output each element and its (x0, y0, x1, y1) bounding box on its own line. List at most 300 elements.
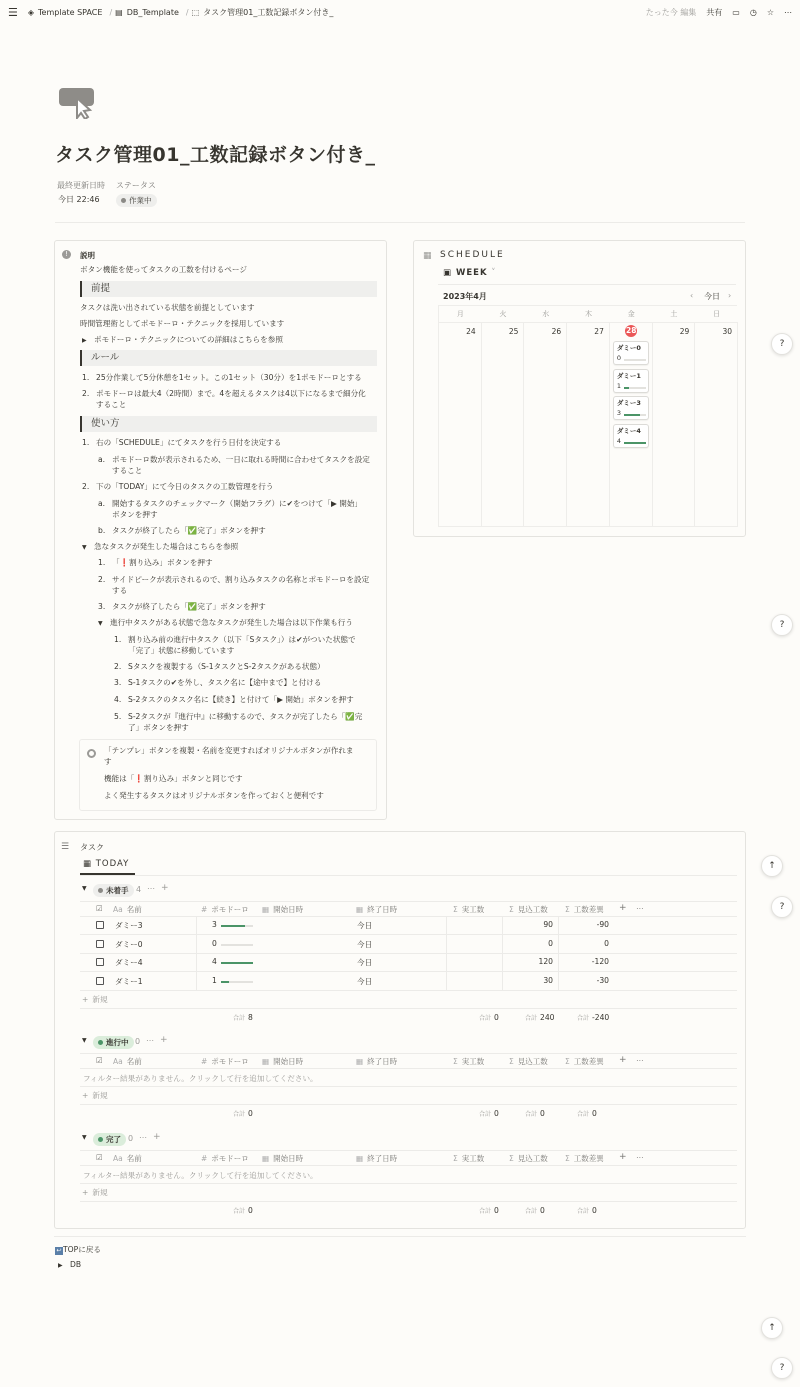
prev-week-icon[interactable]: ‹ (690, 291, 694, 300)
group-toggle-icon[interactable]: ▼ (82, 1134, 87, 1141)
top-link[interactable]: ↩TOPに戻る (56, 1245, 101, 1254)
toggle-pomodoro[interactable]: ▶ ポモドーロ・テクニックについての詳細はこちらを参照 (82, 335, 283, 344)
divider (438, 284, 736, 285)
sum-label: 合計 (577, 1015, 590, 1022)
calendar-icon: ▦ (423, 251, 432, 261)
table-row-divider (80, 953, 737, 954)
pomodoro-fill (624, 387, 630, 389)
more-icon[interactable]: ⋯ (146, 1036, 154, 1045)
today-date: 28 (625, 326, 637, 335)
toggle-down-icon: ▼ (82, 544, 87, 551)
usage-2: 2. 下の「TODAY」にて今日のタスクの工数管理を行う (82, 482, 274, 491)
calendar-view-icon: ▣ (443, 268, 456, 278)
checkbox-column-icon: ☑ (96, 1153, 103, 1162)
group-count: 0 (135, 1037, 141, 1046)
next-week-icon[interactable]: › (728, 291, 732, 300)
edited-status: たった今 編集 (645, 7, 697, 17)
weekday-label: 金 (627, 310, 635, 318)
pomodoro-value[interactable]: 0 (212, 938, 217, 948)
sum-diff (577, 1013, 609, 1022)
column-header[interactable] (113, 904, 142, 915)
expected-hours[interactable]: 0 (548, 938, 553, 948)
column-label: 工数差異 (573, 905, 604, 914)
status-label: 未着手 (106, 886, 129, 895)
sum-value: 0 (540, 1109, 545, 1118)
weekday-label: 月 (456, 310, 464, 318)
event-card[interactable] (613, 424, 649, 448)
end-date[interactable]: 今日 (357, 958, 373, 967)
prop-updated-label: 最終更新日時 (57, 181, 105, 190)
breadcrumb-separator: / (109, 7, 113, 17)
breadcrumb-separator: / (185, 7, 189, 17)
column-label: 名前 (126, 1154, 142, 1163)
toggle-db[interactable]: ▶ DB (58, 1260, 82, 1269)
column-header[interactable] (262, 1153, 303, 1164)
new-row-label: 新規 (92, 995, 108, 1004)
status-badge[interactable]: 作業中 (116, 194, 157, 207)
hours-diff[interactable]: -90 (596, 920, 609, 929)
column-header[interactable] (565, 1153, 604, 1164)
column-label: 終了日時 (367, 905, 398, 914)
column-type-icon: Σ (509, 1154, 514, 1163)
sum-pomodoro (233, 1109, 253, 1118)
column-type-icon: ▦ (356, 905, 364, 914)
status-pill (93, 884, 134, 897)
column-divider (196, 916, 197, 990)
sub-step-2: 2. Sタスクを複製する（S-1タスクとS-2タスクがある状態） (114, 662, 325, 671)
column-header[interactable] (201, 904, 249, 915)
tip-line-1: 「テンプレ」ボタンを複製・名前を変更すればオリジナルボタンが作れま (104, 746, 354, 755)
weekday-label: 木 (584, 310, 592, 318)
pomodoro-bar (221, 944, 253, 946)
event-pomodoro: 4 (616, 436, 621, 445)
star-icon[interactable]: ☆ (766, 7, 774, 17)
column-header[interactable] (356, 1153, 397, 1164)
toggle-right-icon: ▶ (82, 337, 87, 344)
pomodoro-value[interactable]: 4 (212, 957, 217, 966)
expected-hours[interactable]: 90 (543, 920, 553, 929)
breadcrumb-item-space[interactable]: ◈ Template SPACE (27, 7, 103, 17)
sub-step-5-cont: 了」ボタンを押す (128, 723, 189, 732)
text-premise-1: タスクは洗い出されている状態を前提としています (80, 303, 255, 312)
clock-icon[interactable]: ◷ (749, 7, 757, 17)
calendar-day-cell[interactable] (482, 323, 525, 527)
group-toggle-icon[interactable]: ▼ (82, 885, 87, 892)
pomodoro-bar (221, 981, 253, 983)
calendar-date: 29 (679, 327, 690, 336)
more-icon[interactable]: ⋯ (139, 1133, 147, 1142)
pomodoro-bar (221, 962, 253, 964)
layers-icon: ◈ (27, 7, 35, 17)
column-type-icon: ▦ (356, 1154, 364, 1163)
task-name[interactable]: ダミー0 (115, 939, 143, 949)
calendar-date: 24 (466, 327, 476, 336)
column-header[interactable] (565, 1056, 604, 1067)
sum-value: 8 (248, 1013, 253, 1022)
tip-icon (87, 749, 96, 758)
column-label: 開始日時 (273, 1154, 304, 1163)
task-name[interactable]: ダミー3 (115, 921, 143, 930)
usage-1a-cont: すること (112, 466, 143, 475)
column-type-icon: Σ (453, 905, 458, 914)
status-dot (98, 888, 103, 893)
column-type-icon: ▦ (262, 1057, 270, 1066)
toggle-down-icon: ▼ (98, 620, 103, 627)
sum-value: -240 (592, 1013, 610, 1022)
scroll-top-button[interactable]: ↑ (761, 1317, 783, 1339)
sub-step-1-cont: 「完了」状態に移動しています (128, 646, 235, 655)
checkbox-column-icon: ☑ (96, 1056, 103, 1065)
sum-actual (479, 1109, 499, 1118)
table-row-divider (80, 934, 737, 935)
pomodoro-fill (624, 414, 641, 416)
chevron-down-icon: ˅ (487, 268, 497, 278)
page-title: タスク管理01_工数記録ボタン付き_ (55, 144, 376, 166)
sum-actual (479, 1013, 499, 1022)
status-group-badge[interactable] (93, 884, 134, 897)
help-button[interactable]: ? (771, 333, 793, 355)
divider (80, 1165, 737, 1166)
list-icon: ☰ (61, 842, 70, 852)
usage-2b: b. タスクが終了したら「✅完了」ボタンを押す (98, 526, 266, 535)
sub-step-3: 3. S-1タスクの✔を外し、タスク名に【途中まで】と付ける (114, 678, 322, 687)
status-pill (93, 1133, 126, 1146)
sum-label: 合計 (479, 1015, 492, 1022)
weekday-label: 日 (713, 310, 721, 318)
divider (80, 901, 737, 902)
add-column-icon[interactable]: + (619, 1152, 627, 1162)
back-arrow-icon: ↩ (56, 1247, 62, 1254)
top-bar (0, 0, 800, 24)
calendar-date: 30 (722, 327, 732, 336)
menu-icon[interactable]: ☰ (8, 5, 18, 19)
toggle-inprogress[interactable]: ▼ 進行中タスクがある状態で急なタスクが発生した場合は以下作業も行う (98, 618, 353, 627)
urgent-1: 1. 「❗割り込み」ボタンを押す (98, 558, 213, 567)
add-icon[interactable]: + (160, 1035, 168, 1045)
new-row-label: 新規 (92, 1188, 108, 1197)
column-divider (558, 916, 559, 990)
column-label: 実工数 (461, 1057, 485, 1066)
sub-step-1: 1. 割り込み前の進行中タスク（以下「Sタスク」）は✔がついた状態で (114, 635, 356, 644)
more-icon[interactable]: ⋯ (784, 7, 792, 17)
column-label: 終了日時 (367, 1057, 398, 1066)
start-flag-checkbox[interactable] (96, 940, 104, 948)
column-header[interactable] (565, 904, 604, 915)
column-type-icon: Aa (113, 1154, 123, 1163)
more-icon[interactable]: ⋯ (636, 904, 644, 913)
column-header[interactable] (356, 1056, 397, 1067)
divider (80, 1104, 737, 1105)
column-header[interactable] (201, 1056, 249, 1067)
view-tab-today[interactable]: ▦ TODAY (83, 859, 130, 869)
weekday-label: 水 (542, 310, 550, 318)
new-row-label: 新規 (92, 1091, 108, 1100)
column-label: 見込工数 (517, 1154, 548, 1163)
sum-diff (577, 1109, 597, 1118)
calendar-day-cell[interactable] (567, 323, 610, 527)
event-pomodoro: 0 (616, 354, 621, 362)
start-flag-checkbox[interactable] (96, 977, 104, 985)
column-label: 終了日時 (367, 1154, 398, 1163)
column-divider (446, 916, 447, 990)
group-count: 4 (136, 885, 142, 894)
pomodoro-value[interactable]: 3 (212, 920, 217, 929)
sum-value: 0 (592, 1109, 597, 1118)
sum-value: 0 (248, 1206, 253, 1215)
week-calendar (438, 305, 737, 527)
group-toggle-icon[interactable]: ▼ (82, 1037, 87, 1044)
calendar-month: 2023年4月 (443, 292, 487, 301)
column-label: 開始日時 (273, 1057, 304, 1066)
add-icon[interactable]: + (153, 1132, 161, 1142)
column-type-icon: ▦ (262, 1154, 270, 1163)
column-header[interactable] (201, 1153, 249, 1164)
event-card[interactable] (613, 369, 649, 393)
view-tab-week[interactable]: ▣ WEEK ˅ (443, 268, 497, 278)
text-premise-2: 時間管理術としてポモドーロ・テクニックを採用しています (80, 319, 285, 328)
pomodoro-bar (624, 387, 646, 389)
column-header[interactable] (509, 904, 548, 915)
empty-message[interactable]: フィルター結果がありません。クリックして行を追加してください。 (83, 1171, 318, 1180)
column-header[interactable] (113, 1056, 142, 1067)
sum-expected (525, 1109, 545, 1118)
column-divider (502, 916, 503, 990)
calendar-day-cell[interactable] (439, 323, 482, 527)
sum-value: 240 (540, 1013, 555, 1022)
column-type-icon: # (201, 905, 208, 914)
divider (80, 1183, 737, 1184)
column-type-icon: # (201, 1057, 208, 1066)
toggle-right-icon: ▶ (58, 1262, 63, 1269)
expected-hours[interactable]: 30 (543, 975, 553, 985)
hours-diff[interactable]: -120 (591, 957, 609, 966)
weekday-label: 火 (499, 310, 507, 318)
pomodoro-bar (221, 925, 253, 927)
pomodoro-bar (624, 442, 646, 444)
column-label: 工数差異 (573, 1057, 604, 1066)
column-label: 実工数 (461, 1154, 485, 1163)
pomodoro-bar (624, 414, 646, 416)
sum-value: 0 (592, 1206, 597, 1215)
sum-diff (577, 1206, 597, 1215)
divider (80, 916, 737, 917)
sum-label: 合計 (233, 1208, 246, 1215)
cursor-icon: ⬚ (191, 7, 200, 17)
end-date[interactable]: 今日 (357, 939, 373, 949)
tasks-title: タスク (80, 843, 104, 852)
status-dot (121, 198, 126, 203)
column-header[interactable] (356, 904, 397, 915)
column-type-icon: Σ (565, 1154, 570, 1163)
scroll-top-button[interactable]: ↑ (761, 855, 783, 877)
database-icon: ▤ (115, 7, 123, 17)
new-row-button[interactable] (82, 1187, 108, 1198)
callout-title: 説明 (80, 251, 95, 260)
new-row-button[interactable] (82, 994, 108, 1005)
usage-1a: a. ポモドーロ数が表示されるため、一日に取れる時間に合わせてタスクを設定 (98, 455, 370, 464)
column-header[interactable] (113, 1153, 142, 1164)
new-row-button[interactable] (82, 1090, 108, 1101)
pomodoro-fill (221, 962, 253, 964)
pomodoro-bar (624, 359, 646, 361)
status-dot (98, 1137, 103, 1142)
pomodoro-value[interactable]: 1 (212, 975, 217, 985)
more-icon[interactable]: ⋯ (636, 1056, 644, 1065)
status-label: 進行中 (106, 1038, 129, 1047)
sum-expected (525, 1013, 555, 1022)
sub-step-5: 5. S-2タスクが『進行中』に移動するので、タスクが完了したら「✅完 (114, 712, 363, 721)
column-header[interactable] (262, 904, 303, 915)
column-header[interactable] (262, 1056, 303, 1067)
sum-label: 合計 (525, 1208, 538, 1215)
end-date[interactable]: 今日 (357, 921, 373, 930)
expected-hours[interactable]: 120 (538, 957, 553, 966)
column-header[interactable] (509, 1153, 548, 1164)
calendar-day-cell[interactable] (653, 323, 696, 527)
column-type-icon: Σ (509, 1057, 514, 1066)
divider (80, 1053, 737, 1054)
heading-rules: ルール (80, 350, 377, 366)
task-name[interactable]: ダミー4 (115, 958, 143, 967)
column-type-icon: Aa (113, 905, 123, 914)
help-button[interactable]: ? (771, 1357, 793, 1379)
sum-label: 合計 (525, 1111, 538, 1118)
column-type-icon: Σ (565, 1057, 570, 1066)
status-group-badge[interactable] (93, 1133, 126, 1146)
column-header[interactable] (453, 1056, 484, 1067)
event-name: ダミー0 (616, 344, 641, 352)
table-row-divider (80, 990, 737, 991)
sub-step-4: 4. S-2タスクのタスク名に【続き】と付けて「▶ 開始」ボタンを押す (114, 695, 354, 704)
weekday-label: 土 (670, 310, 678, 318)
divider (80, 1068, 737, 1069)
group-count: 0 (128, 1134, 134, 1143)
help-button[interactable]: ? (771, 896, 793, 918)
status-pill (93, 1036, 134, 1049)
calendar-date: 26 (551, 327, 562, 336)
column-header[interactable] (453, 904, 484, 915)
column-label: 開始日時 (273, 905, 304, 914)
event-card[interactable] (613, 341, 649, 365)
callout-desc: ボタン機能を使ってタスクの工数を付けるページ (80, 265, 247, 274)
heading-usage: 使い方 (80, 416, 377, 432)
column-label: ポモドーロ (211, 1154, 249, 1163)
checkbox-column-icon: ☑ (96, 904, 103, 913)
heading-premise: 前提 (80, 281, 377, 297)
rule-1: 1. 25分作業して5分休憩を1セット。この1セット（30分）を1ポモドーロとする (82, 373, 362, 382)
pomodoro-fill (624, 442, 646, 444)
table-row-divider (80, 971, 737, 972)
add-column-icon[interactable]: + (619, 1055, 627, 1065)
sum-value: 0 (540, 1206, 545, 1215)
divider (54, 1236, 746, 1237)
tip-line-4: よく発生するタスクはオリジナルボタンを作っておくと便利です (104, 791, 324, 800)
urgent-3: 3. タスクが終了したら「✅完了」ボタンを押す (98, 602, 266, 611)
column-label: ポモドーロ (211, 1057, 249, 1066)
divider (80, 1201, 737, 1202)
column-label: 名前 (126, 905, 142, 914)
column-type-icon: Σ (509, 905, 514, 914)
end-date[interactable]: 今日 (357, 976, 373, 986)
usage-1: 1. 右の「SCHEDULE」にてタスクを行う日付を決定する (82, 438, 282, 447)
start-flag-checkbox[interactable] (96, 958, 104, 966)
calendar-date: 25 (508, 327, 519, 336)
more-icon[interactable]: ⋯ (147, 884, 155, 893)
event-pomodoro: 1 (616, 381, 621, 390)
page-icon[interactable] (58, 87, 96, 121)
toggle-urgent[interactable]: ▼ 急なタスクが発生した場合はこちらを参照 (82, 542, 239, 551)
hours-diff[interactable]: -30 (596, 975, 609, 985)
divider (80, 1008, 737, 1009)
column-type-icon: Σ (565, 905, 570, 914)
tip-line-3: 機能は「❗割り込み」ボタンと同じです (104, 774, 243, 783)
calendar-day-cell[interactable] (524, 323, 567, 527)
status-label: 完了 (106, 1135, 121, 1144)
column-header[interactable] (453, 1153, 484, 1164)
calendar-date: 27 (594, 327, 604, 336)
sum-pomodoro (233, 1206, 253, 1215)
pomodoro-fill (221, 981, 229, 983)
urgent-2: 2. サイドピークが表示されるので、割り込みタスクの名称とポモドーロを設定 (98, 575, 370, 584)
status-group-badge[interactable] (93, 1036, 134, 1049)
calendar-day-cell[interactable] (695, 323, 738, 527)
sum-label: 合計 (233, 1015, 246, 1022)
column-type-icon: ▦ (356, 1057, 364, 1066)
sum-label: 合計 (577, 1208, 590, 1215)
rule-2-cont: すること (96, 400, 127, 409)
add-icon[interactable]: + (161, 883, 169, 893)
column-label: ポモドーロ (211, 905, 249, 914)
task-name[interactable]: ダミー1 (115, 976, 143, 986)
plus-icon: + (82, 1188, 89, 1197)
usage-2a: a. 開始するタスクのチェックマーク（開始フラグ）に✔をつけて「▶ 開始」 (98, 499, 363, 508)
sum-label: 合計 (479, 1208, 492, 1215)
sum-label: 合計 (233, 1111, 246, 1118)
more-icon[interactable]: ⋯ (636, 1153, 644, 1162)
column-type-icon: Σ (453, 1057, 458, 1066)
event-card[interactable] (613, 396, 649, 420)
breadcrumb-item-db[interactable]: ▤ DB_Template (115, 7, 179, 17)
help-button[interactable]: ? (771, 614, 793, 636)
sum-pomodoro (233, 1013, 253, 1022)
prop-updated-value[interactable]: 今日 22:46 (58, 195, 100, 204)
add-column-icon[interactable]: + (619, 903, 627, 913)
column-label: 名前 (126, 1057, 142, 1066)
comment-icon[interactable]: ▭ (732, 7, 740, 17)
sum-label: 合計 (479, 1111, 492, 1118)
hours-diff[interactable]: 0 (604, 938, 609, 948)
start-flag-checkbox[interactable] (96, 921, 104, 929)
column-type-icon: Σ (453, 1154, 458, 1163)
column-header[interactable] (509, 1056, 548, 1067)
today-button[interactable]: 今日 (704, 292, 720, 301)
column-label: 工数差異 (573, 1154, 604, 1163)
urgent-2-cont: する (112, 586, 128, 595)
column-type-icon: # (201, 1154, 208, 1163)
plus-icon: + (82, 995, 89, 1004)
breadcrumb-item-page[interactable]: ⬚ タスク管理01_工数記録ボタン付き_ (191, 7, 334, 17)
prop-status-label: ステータス (116, 181, 156, 190)
empty-message[interactable]: フィルター結果がありません。クリックして行を追加してください。 (83, 1074, 318, 1083)
share-button[interactable]: 共有 (706, 7, 723, 17)
sum-label: 合計 (525, 1015, 538, 1022)
sum-value: 0 (494, 1206, 499, 1215)
pomodoro-fill (221, 925, 245, 927)
divider (80, 1086, 737, 1087)
sum-expected (525, 1206, 545, 1215)
column-label: 見込工数 (517, 1057, 548, 1066)
sum-value: 0 (494, 1109, 499, 1118)
